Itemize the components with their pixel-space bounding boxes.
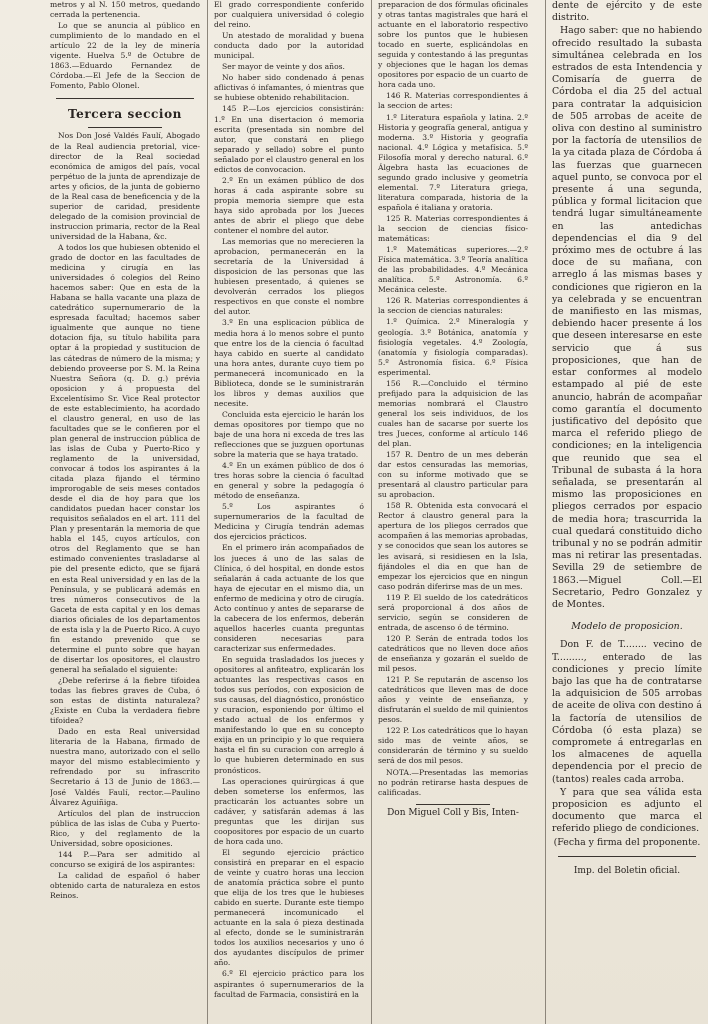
paragraph: Artículos del plan de instruccion pública de las islas de Cuba y Puerto-Rico, y del reglamento de la Universidad, sobre oposiciones. bbox=[50, 808, 200, 848]
paragraph: A todos los que hubiesen obtenido el grado de doctor en las facultades de medicina y cirugía en las universidades ó colegios del Reino hacemos saber: Que en esta de la Habana se halla vacante una plaza de catedrático supernumerario de la espresada facultad; hacemos saber igualmente que aunque no tiene dotacion fija, su título habilita para optar á la propiedad y sustitucion de las cátedras de número de la misma; y debiendo proveerse por S. M. la Reina Nuestra Señora (q. D. g.) prévia oposicion y á propuesta del Excelentísimo Sr. Vice Real protector de este establecimiento, ha acordado el claustro general, en uso de las facultades que se le confieren por el plan general de instruccion pública de las islas de Cuba y Puerto-Rico y reglamento de la universidad, convocar á todos los aspirantes á la citada plaza fijando el término improrogable de seis meses contados desde el dia de hoy para que los candidatos puedan hacer constar los requisitos señalados en el art. 111 del Plan y presentarán la memoria de que habla el 145, cuyos artículos, con otros del Reglamento que se han estimado convenientes trasladarse al pie del presente edicto, que se fijará en esta Real universidad y en las de la Península, y se publicará además en tres números consecutivos de la Gaceta de esta capital y en los demas diarios oficiales de los departamentos de esta isla y la de Puerto Rico. A cuyo fin estando prevenido que se determine el punto sobre que hayan de disertar los opositores, el claustro general ha señalado el siguiente: bbox=[50, 242, 200, 674]
paragraph: La calidad de español ó haber obtenido carta de naturaleza en estos Reinos. bbox=[50, 870, 200, 900]
paragraph: (Fecha y firma del proponente. bbox=[553, 836, 701, 848]
paragraph: El grado correspondiente conferido por cualquiera universidad ó colegio del reino. bbox=[214, 0, 364, 30]
paragraph: 120 P. Serán de entrada todos los catedráticos que no lleven doce años de enseñanza y gozarán el sueldo de mil pesos. bbox=[378, 633, 528, 674]
paragraph: En seguida trasladados los jueces y opositores al anfiteatro, explicarán los actuantes las respectivas casos en todos sus períodos, con exposicion de sus causas, del diagnóstico, pronóstico y curacion, esponiendo por último el estado actual de los enfermos y manifestando lo que en su concepto exija en un principio y lo que requiera hasta el fin su curacion con arreglo á lo que hubieren determinado en sus pronósticos. bbox=[214, 655, 364, 775]
paragraph: Lo que se anuncia al público en cumplimiento de lo mandado en el artículo 22 de la ley de minería vigente. Huelva 5.º de Octubre de 1863.—Eduardo Fernandez de Córdoba.—El Jefe de la Seccion de Fomento, Pablo Olonel. bbox=[50, 21, 200, 91]
paragraph: metros y al N. 150 metros, quedando cerrada la pertenencia. bbox=[50, 0, 200, 20]
paragraph: Un atestado de moralidad y buena conducta dado por la autoridad municipal. bbox=[214, 31, 364, 61]
paragraph: 4.º En un exámen público de dos ó tres horas sobre la ciencia ó facultad en general y sobre la pedagogía ó método de enseñanza. bbox=[214, 461, 364, 501]
paragraph: 3.º En una esplicacion pública de media hora á lo menos sobre el punto que entre los de la ciencia ó facultad haya cabido en suerte al candidato una hora antes, durante cuyo tiem po permanecerá incomunicado en la Biblioteca, donde se le suministrarán los libros y demas auxilios que necesite. bbox=[214, 318, 364, 408]
paragraph: 158 R. Obtenida esta convocará el Rector á claustro general para la apertura de los pliegos cerrados que acompañen á las memorias aprobadas, y se conocidos que sean los autores se les avisará, si residiesen en la Isla, fijándoles el dia en que han de empezar los ejercicios que en ningun caso podrán diferirse mas de un mes. bbox=[378, 501, 528, 591]
paragraph: Ser mayor de veinte y dos años. bbox=[222, 62, 345, 72]
paragraph: Dado en esta Real universidad literaria de la Habana, firmado de nuestra mano, autorizado con el sello mayor del mismo establecimiento y refrendado por su infrascrito Secretario á 13 de Junio de 1863.—José Valdés Faulí, rector.—Paulino Álvarez Aguiñiga. bbox=[50, 727, 200, 807]
paragraph: Concluida esta ejercicio le harán los demas opositores por tiempo que no baje de una hora ni exceda de tres las reflecciones que se juzguen oportunas sobre la materia que se haya tratado. bbox=[214, 409, 364, 460]
paragraph: 144 P.—Para ser admitido al concurso se exigirá de los aspirantes: bbox=[50, 849, 200, 869]
column-divider bbox=[371, 0, 372, 1024]
paragraph: En el primero irán acompañados de los jueces á uno de las salas de Clínica, ó del hospital, en donde estos señalarán á cada actuante de los que haya de ejecutar en el mismo dia, un enfermo de medicina y otro de cirugía. Acto contínuo y antes de separarse de la cabecera de los enfermos, deberán aquellos hacerles cuanta preguntas consideren necesarias para caracterizar sus enfermedades. bbox=[214, 543, 364, 653]
paragraph: El segundo ejercicio práctico consistirá en preparar en el espacio de veinte y cuatro horas una leccion de anatomía práctica sobre el punto que elija de los tres que le hubieses cabido en suerte. Durante este tiempo permanecerá incomunicado el actuante en la sala ó pieza destinada al efecto, donde se le suministrarán todos los auxilios necesarios y uno ó dos ayudantes discípulos de primer año. bbox=[214, 847, 364, 968]
paragraph: Hago saber: que no habiendo ofrecido resultado la subasta simultánea celebrada en los estrados de esta Intendencia y Comisaría de guerra de Córdoba el dia 25 del actual para contratar la adquisicion de 505 arrobas de aceite de oliva con destino al suministro por la factoría de utensilios de la ya citada plaza de Córdoba á las fuerzas que guarnecen aquel punto, se convoca por el presente á una segunda, pública y formal licitacion que tendrá lugar simultáneamente en las antedichas dependencias el dia 9 del próximo mes de octubre á las doce de su mañana, con arreglo á las mismas bases y condiciones que rigieron en la ya celebrada y se encuentran de manifiesto en las mismas, debiendo hacer presente á los que deseen interesarse en este servicio que á sus proposiciones, que han de estar conformes al modelo estampado al pié de este anuncio, habrán de acompañar como garantía el documento justificativo del depósito que marca el referido pliego de condiciones; en la inteligencia que reunido que sea el Tribunal de subasta á la hora señalada, se presentarán al mismo las proposiciones en pliegos cerrados por espacio de media hora; trascurrida la cual quedará constituido dicho tribunal y no se podrán admitir mas ni retirar las presentadas. Sevilla 29 de setiembre de 1863.—Miguel Coll.—El Secretario, Pedro Gonzalez y de Montes. bbox=[552, 25, 702, 610]
paragraph: ¿Debe referirse á la fiebre tifoidea todas las fiebres graves de Cuba, ó son estas de distinta naturaleza? ¿Existe en Cuba la verdadera fiebre tifoidea? bbox=[50, 676, 200, 726]
paragraph: 121 P. Se reputarán de ascenso los catedráticos que lleven mas de doce años y veinte de enseñanza, y disfrutarán el sueldo de mil quinientos pesos. bbox=[378, 675, 528, 725]
paragraph: 157 R. Dentro de un mes deberán dar estos censuradas las memorias, con su informe motivado que se presentará al claustro particular para su aprobacion. bbox=[378, 450, 528, 500]
section-rule bbox=[56, 98, 194, 99]
printer-imprint: Imp. del Boletin oficial. bbox=[573, 865, 681, 876]
paragraph: 119 P. El sueldo de los catedráticos será proporcional á dos años de servicio, según se consideren de entrada, de ascenso ó de término. bbox=[378, 592, 528, 632]
paragraph: 122 P. Los catedráticos que lo hayan sido mas de veinte años, se considerarán de término y su sueldo será de dos mil pesos. bbox=[378, 726, 528, 766]
section-rule bbox=[416, 804, 490, 805]
column-2 bbox=[214, 0, 364, 1024]
paragraph: 2.º En un exámen público de dos horas á cada aspirante sobre su propia memoria siempre que esta haya sido aprobada por los Jueces antes de abrir el pliego que debe contener el nombre del autor. bbox=[214, 175, 364, 236]
paragraph: 145 P.—Los ejercicios consistirán: 1.º En una disertacion ó memoria escrita (presentada sin nombre del autor, que constará en pliego separado y sellado) sobre el punto señalado por el claustro general en los edictos de convocacion. bbox=[214, 104, 364, 174]
paragraph: Y para que sea válida esta proposicion es adjunto el documento que marca el referido pliego de condiciones. bbox=[552, 786, 702, 835]
column-3 bbox=[378, 0, 528, 1024]
section-heading: Tercera seccion bbox=[67, 107, 183, 122]
paragraph: preparacion de dos fórmulas oficinales y otras tantas magistrales que hará el actuante en el laboratorio respectivo sobre los puntos que le hubiesen tocado en suerte, esplicándolas en seguida y contestando á las preguntas y objeciones que le hagan los demas opositores por espacio de un cuarto de hora cada uno. bbox=[378, 0, 528, 90]
paragraph: Las operaciones quirúrgicas á que deben someterse los enfermos, las practicarán los actuantes sobre un cadáver, y satisfarán ademas á las preguntas que les dirijan sus coopositores por espacio de un cuarto de hora cada uno. bbox=[214, 776, 364, 846]
column-divider bbox=[545, 0, 546, 1024]
section-rule bbox=[558, 856, 696, 857]
section-heading: Modelo de proposicion. bbox=[571, 621, 683, 633]
paragraph: No haber sido condenado á penas aflictivas ó infamantes, ó mientras que se hubiese obtenido rehabilitacion. bbox=[214, 73, 364, 103]
paragraph: Nos Don José Valdés Faulí, Abogado de la Real audiencia pretorial, vice-director de la Real sociedad económica de amigos del país, vocal perpétuo de la junta de aprendizaje de artes y oficios, de la junta de gobierno de la Real casa de beneficencia y de la superior de caridad, presidente delegado de la comision provincial de instruccion primaria, rector de la Real universidad de la Habana, &c. bbox=[50, 131, 200, 241]
paragraph: NOTA.—Presentadas las memorias no podrán retirarse hasta despues de calificadas. bbox=[378, 767, 528, 797]
section-rule bbox=[88, 127, 162, 128]
paragraph: Don F. de T........ vecino de T........., enterado de las condiciones y precio límite bajo las que ha de contratarse la adquisicion de 505 arrobas de aceite de oliva con destino á la factoría de utensilios de Córdoba (ó esta plaza) se compromete á entregarlas en los almacenes de aquella dependencia por el precio de (tantos) reales cada arroba. bbox=[552, 639, 702, 785]
paragraph: 5.º Los aspirantes ó supernumerarios de la facultad de Medicina y Cirugía tendrán ademas dos ejercicios prácticos. bbox=[214, 502, 364, 542]
paragraph: 125 R. Materias correspondientes á la seccion de ciencias físico-matemáticas: bbox=[378, 213, 528, 244]
paragraph: 126 R. Materias correspondientes á la seccion de ciencias naturales: bbox=[378, 296, 528, 316]
column-1 bbox=[50, 0, 200, 1024]
column-divider bbox=[207, 0, 208, 1024]
paragraph: 156 R.—Concluido el término prefijado para la adquisicion de las memorias nombrará el Claustro general los seis individuos, de los cuales han de sacarse por suerte los tres Jueces, conforme al artículo 146 del plan. bbox=[378, 378, 528, 449]
paragraph: 6.º El ejercicio práctico para los aspirantes ó supernumerarios de la facultad de Farmacia, consistirá en la bbox=[214, 969, 364, 999]
column-4 bbox=[552, 0, 702, 1024]
paragraph: Don Miguel Coll y Bis, Inten- bbox=[387, 807, 519, 818]
paragraph: 1.º Química. 2.º Mineralogía y geología. 3.º Botánica, anatomía y fisiología vegetales. 4.º Zoología, (anatomía y fisiología comparadas). 5.º Astronomía física. 6.º Física esperimental. bbox=[378, 317, 528, 377]
paragraph: 146 R. Materias correspondientes á la seccion de artes: bbox=[378, 91, 528, 111]
paragraph: 1.º Matemáticas superiores.—2.º Física matemática. 3.º Teoría analítica de las probabilidades. 4.º Mecánica analítica. 5.º Astronomía. 6.º Mecánica celeste. bbox=[378, 245, 528, 295]
paragraph: dente de ejército y de este distrito. bbox=[552, 0, 702, 24]
paragraph: Las memorias que no merecieren la aprobacion, permanecerán en la secretaría de la Universidad á disposicion de las personas que las hubiesen presentado, á quienes se devolverán cerrados los pliegos respectivos en que conste el nombre del autor. bbox=[214, 237, 364, 317]
paragraph: 1.º Literatura española y latina. 2.º Historia y geografía general, antigua y moderna. 3.º Historia y geografía nacional. 4.º Lógica y metafísica. 5.º Filosofía moral y derecho natural. 6.º Álgebra hasta las ecuaciones de segundo grado inclusive y geometría elemental. 7.º Literatura griega, literatura comparada, historia de la española é italiana y oratoria. bbox=[378, 112, 528, 212]
